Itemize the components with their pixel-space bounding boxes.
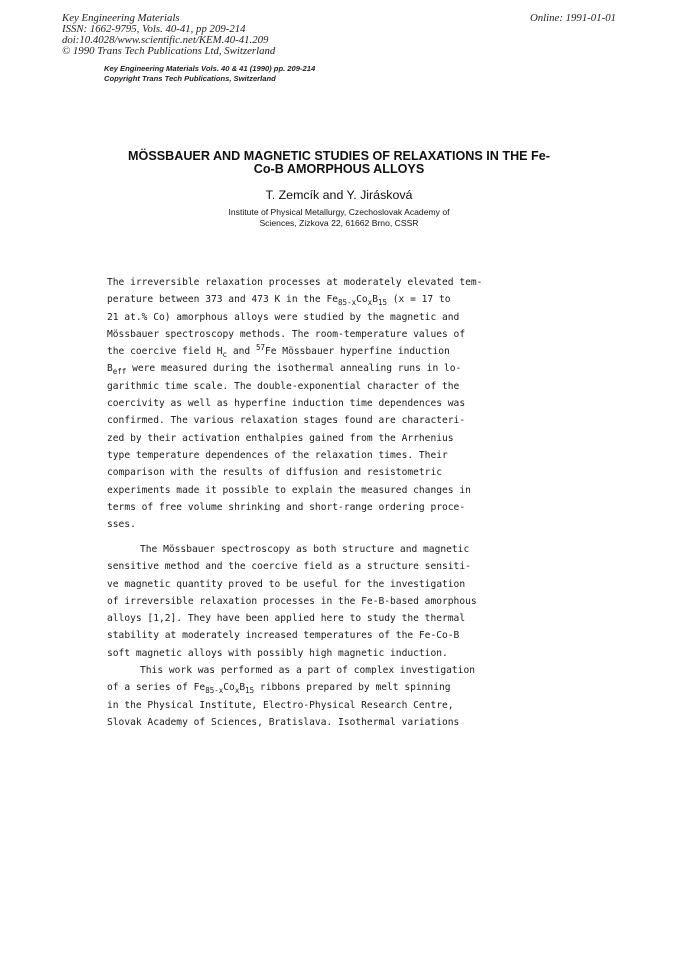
body-line: sensitive method and the coercive field as a structure sensiti- xyxy=(107,561,471,573)
affiliation-line-1: Institute of Physical Metallurgy, Czechoslovak Academy of xyxy=(228,207,450,217)
issn-line: ISSN: 1662-9795, Vols. 40-41, pp 209-214 xyxy=(62,23,246,35)
authors: T. Zemcík and Y. Jirásková xyxy=(265,188,413,202)
body-line: of a series of $Fe_{85-x}Co_xB_{15}$ ribbons prepared by melt spinning xyxy=(107,682,451,696)
abstract-line: perature between 373 and 473 K in the $Fe_{85-x}Co_xB_{15}$ (x = 17 to xyxy=(107,294,451,308)
body-line: ve magnetic quantity proved to be useful for the investigation xyxy=(107,578,466,590)
body-line: The Mössbauer spectroscopy as both structure and magnetic xyxy=(140,544,470,555)
print-stamp xyxy=(104,64,315,84)
abstract-line: $B_{eff}$ were measured during the isothermal annealing runs in lo- xyxy=(107,363,462,377)
body-line: soft magnetic alloys with possibly high magnetic induction. xyxy=(107,647,448,659)
body-line: in the Physical Institute, Electro-Physical Research Centre, xyxy=(107,699,454,711)
affiliation-line-2: Sciences, Zizkova 22, 61662 Brno, CSSR xyxy=(259,218,419,228)
abstract-line: garithmic time scale. The double-exponential character of the xyxy=(107,380,460,392)
stamp-volume: Key Engineering Materials Vols. 40 & 41 (1990) pp. 209-214 xyxy=(104,64,316,73)
copyright-line: © 1990 Trans Tech Publications Ltd, Switzerland xyxy=(62,45,276,57)
journal-name: Key Engineering Materials xyxy=(62,12,180,24)
abstract-line: The irreversible relaxation processes at moderately elevated tem- xyxy=(107,277,483,288)
abstract xyxy=(107,274,482,533)
abstract-line: experiments made it possible to explain the measured changes in xyxy=(107,484,471,496)
body-line: This work was performed as a part of complex investigation xyxy=(140,665,476,677)
body-text xyxy=(107,541,477,731)
affiliation xyxy=(100,207,578,229)
abstract-line: type temperature dependences of the relaxation times. Their xyxy=(107,449,448,461)
abstract-line: the coercive field $H_c$ and $^{57}$Fe Mössbauer hyperfine induction xyxy=(107,343,450,360)
publication-header xyxy=(62,13,275,57)
abstract-line: comparison with the results of diffusion and resistometric xyxy=(107,467,443,479)
title-line-2: Co-B AMORPHOUS ALLOYS xyxy=(253,162,425,176)
stamp-copyright: Copyright Trans Tech Publications, Switzerland xyxy=(104,74,276,83)
abstract-line: zed by their activation enthalpies gained from the Arrhenius xyxy=(107,432,454,444)
online-date: Online: 1991-01-01 xyxy=(529,12,616,24)
title-line-1: MÖSSBAUER AND MAGNETIC STUDIES OF RELAXATIONS IN THE Fe- xyxy=(128,149,550,163)
body-line: Slovak Academy of Sciences, Bratislava. Isothermal variations xyxy=(107,716,460,728)
body-line: of irreversible relaxation processes in the Fe-B-based amorphous xyxy=(107,595,477,607)
paper-title xyxy=(100,150,578,176)
body-line: stability at moderately increased temperatures of the Fe-Co-B xyxy=(107,630,460,642)
body-line: alloys [1,2]. They have been applied here to study the thermal xyxy=(107,613,466,625)
abstract-line: coercivity as well as hyperfine induction time dependences was xyxy=(107,398,466,410)
abstract-line: 21 at.% Co) amorphous alloys were studied by the magnetic and xyxy=(107,311,460,323)
abstract-line: terms of free volume shrinking and short-range ordering proce- xyxy=(107,501,466,513)
abstract-line: confirmed. The various relaxation stages found are characteri- xyxy=(107,415,466,427)
abstract-line: sses. xyxy=(107,519,136,531)
doi-line: doi:10.4028/www.scientific.net/KEM.40-41.209 xyxy=(62,34,269,46)
abstract-line: Mössbauer spectroscopy methods. The room-temperature values of xyxy=(107,328,466,340)
